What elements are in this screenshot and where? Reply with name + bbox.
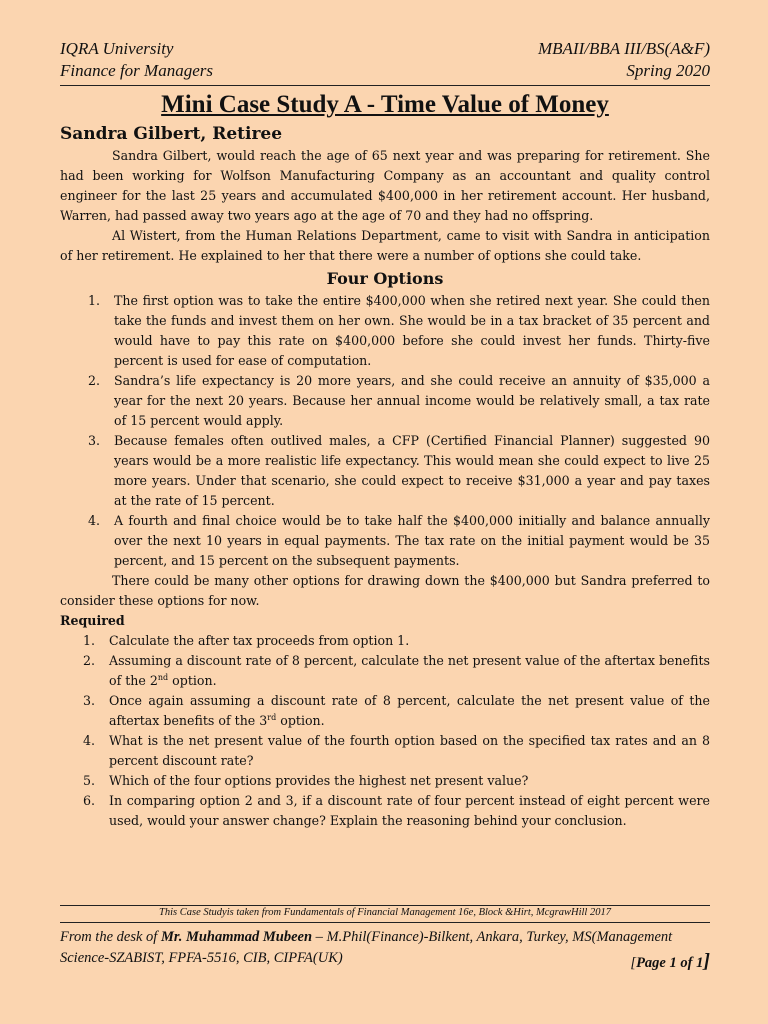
option-text: A fourth and final choice would be to take half the $400,000 initially and balance annually over the next 10 years in equal payments. The tax rate on the initial payment would be 35 percent, and 15 percent on the subsequent payments. [114, 513, 710, 568]
question-text: Which of the four options provides the highest net present value? [109, 773, 529, 788]
option-text: The first option was to take the entire $400,000 when she retired next year. She could then take the funds and invest them on her own. She would be in a tax bracket of 35 percent and would have to pay this rate on $400,000 before she could invest her funds. Thirty-five percent is used for ease of computation. [114, 293, 710, 368]
intro-paragraph-1: Sandra Gilbert, would reach the age of 65 next year and was preparing for retirement. She had been working for Wolfson Manufacturing Company as an accountant and quality control engineer for the last 25 years and accumulated $400,000 in her retirement account. Her husband, Warren, had passed away two years ago at the age of 70 and they had no offspring. [60, 148, 710, 223]
list-item: 3. Because females often outlived males, a CFP (Certified Financial Planner) suggested 90 years would be a more realistic life expectancy. This would mean she could expect to live 25 more years. Under that scenario, she could expect to receive $31,000 a year and pay taxes at the rate of 15 percent. [88, 433, 710, 508]
intro-paragraph-2: Al Wistert, from the Human Relations Department, came to visit with Sandra in anticipation of her retirement. He explained to her that there were a number of options she could take. [60, 228, 710, 263]
source-note: This Case Studyis taken from Fundamentals of Financial Management 16e, Block &Hirt, McgrawHill 2017 [159, 907, 611, 918]
page-bracket-open: [ [630, 955, 637, 971]
header-row-2 [60, 60, 710, 82]
question-text: Assuming a discount rate of 8 percent, calculate the net present value of the aftertax benefits of the 2 [109, 653, 710, 688]
author-credentials-line-2: Science-SZABIST, FPFA-5516, CIB, CIPFA(UK) [60, 950, 343, 966]
list-item: 4. What is the net present value of the fourth option based on the specified tax rates and an 8 percent discount rate? [83, 733, 710, 768]
page-title: Mini Case Study A - Time Value of Money [161, 91, 609, 118]
list-item: 1. Calculate the after tax proceeds from option 1. [83, 633, 410, 648]
footer-divider-top [60, 905, 710, 906]
question-text-end: option. [276, 713, 325, 728]
question-text-end: option. [168, 673, 217, 688]
option-text: Because females often outlived males, a CFP (Certified Financial Planner) suggested 90 years would be a more realistic life expectancy. This would mean she could expect to live 25 more years. Under that scenario, she could expect to receive $31,000 a year and pay taxes at the rate of 15 percent. [114, 433, 710, 508]
author-line [60, 924, 710, 950]
page-number [630, 950, 710, 973]
options-list [60, 291, 710, 571]
author-credentials: – M.Phil(Finance)-Bilkent, Ankara, Turkey, MS(Management [312, 929, 673, 945]
list-item: 6. In comparing option 2 and 3, if a discount rate of four percent instead of eight percent were used, would your answer change? Explain the reasoning behind your conclusion. [83, 793, 710, 828]
program-name: MBAII/BBA III/BS(A&F) [538, 39, 710, 58]
question-text: Once again assuming a discount rate of 8 percent, calculate the net present value of the aftertax benefits of the 3 [109, 693, 710, 728]
option-text: Sandra’s life expectancy is 20 more years, and she could receive an annuity of $35,000 a year for the next 20 years. Because her annual income would be relatively small, a tax rate of 15 percent would apply. [114, 373, 710, 428]
question-text: Calculate the after tax proceeds from option 1. [109, 633, 410, 648]
list-item: 4. A fourth and final choice would be to take half the $400,000 initially and balance annually over the next 10 years in equal payments. The tax rate on the initial payment would be 35 percent, and 15 percent on the subsequent payments. [88, 513, 710, 568]
term-name: Spring 2020 [626, 61, 710, 80]
case-subtitle: Sandra Gilbert, Retiree [60, 124, 283, 144]
footer-divider-bottom [60, 922, 710, 923]
header-divider [60, 85, 710, 86]
required-list [60, 631, 710, 831]
header-row-1 [60, 38, 710, 60]
list-item: 2. Sandra’s life expectancy is 20 more years, and she could receive an annuity of $35,000 a year for the next 20 years. Because her annual income would be relatively small, a tax rate of 15 percent would apply. [88, 373, 710, 428]
question-text: In comparing option 2 and 3, if a discount rate of four percent instead of eight percent were used, would your answer change? Explain the reasoning behind your conclusion. [109, 793, 710, 828]
document-page [60, 38, 710, 831]
closing-paragraph: There could be many other options for drawing down the $400,000 but Sandra preferred to consider these options for now. [60, 573, 710, 608]
question-text: What is the net present value of the fourth option based on the specified tax rates and an 8 percent discount rate? [109, 733, 710, 768]
university-name: IQRA University [60, 39, 174, 58]
ordinal-suffix: rd [267, 712, 277, 722]
list-item: 2. Assuming a discount rate of 8 percent, calculate the net present value of the aftertax benefits of the 2nd option. [83, 653, 710, 688]
ordinal-suffix: nd [157, 672, 169, 682]
page-bracket-close: ] [703, 950, 710, 972]
course-name: Finance for Managers [60, 61, 213, 80]
author-name: Mr. Muhammad Mubeen [160, 929, 313, 945]
options-heading: Four Options [326, 269, 444, 288]
author-prefix: From the desk of [60, 929, 161, 945]
list-item: 3. Once again assuming a discount rate of 8 percent, calculate the net present value of the aftertax benefits of the 3rd option. [83, 693, 710, 728]
list-item: 5. Which of the four options provides the highest net present value? [83, 773, 529, 788]
page-label: Page 1 of 1 [636, 955, 704, 971]
list-item: 1. The first option was to take the entire $400,000 when she retired next year. She could then take the funds and invest them on her own. She would be in a tax bracket of 35 percent and would have to pay this rate on $400,000 before she could invest her funds. Thirty-five percent is used for ease of computation. [88, 293, 710, 368]
required-heading: Required [60, 613, 125, 628]
